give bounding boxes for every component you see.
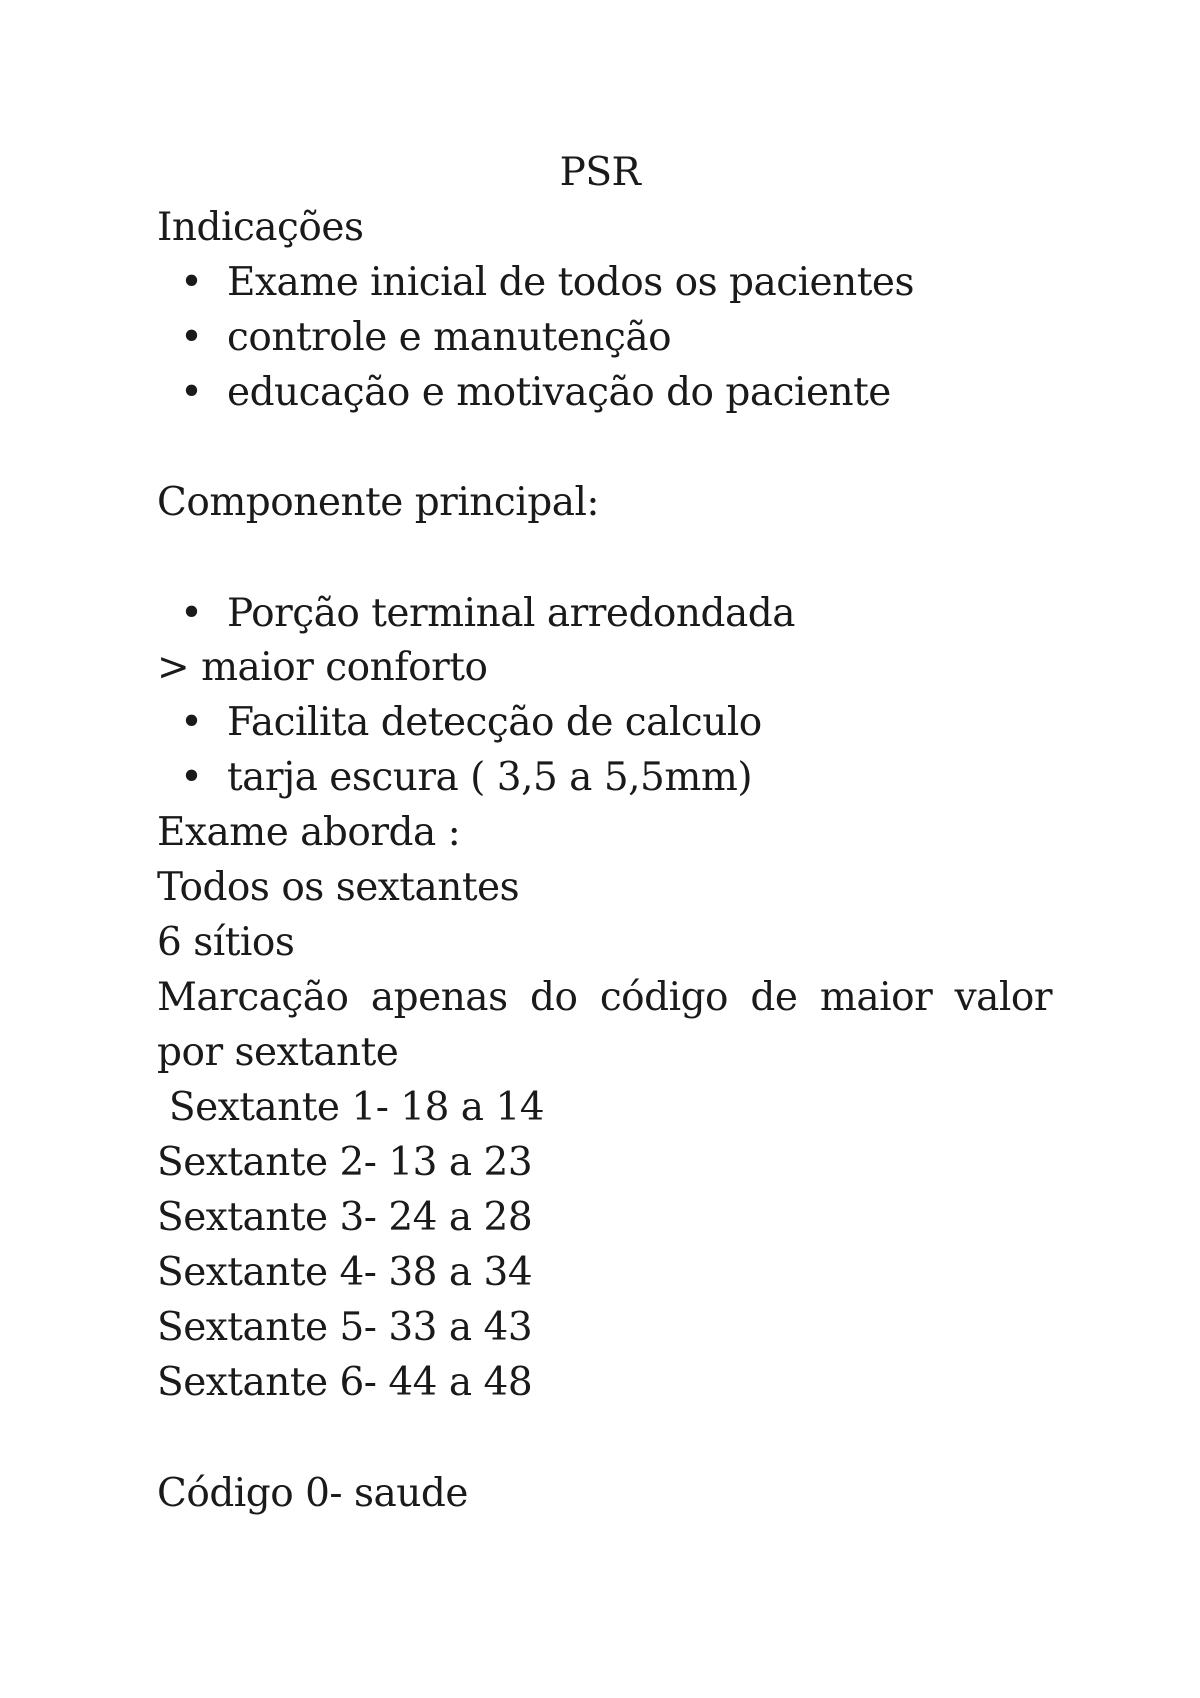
list-item-text: educação e motivação do paciente bbox=[227, 370, 891, 415]
exame-heading: Exame aborda : bbox=[157, 810, 461, 855]
sextante-line: Sextante 4- 38 a 34 bbox=[157, 1250, 533, 1295]
bullet-icon: • bbox=[180, 260, 203, 305]
sextante-line: Sextante 6- 44 a 48 bbox=[157, 1360, 533, 1405]
list-item-text: tarja escura ( 3,5 a 5,5mm) bbox=[227, 755, 753, 800]
marcacao-line: Marcação apenas do código de maior valor bbox=[157, 975, 1052, 1020]
sextante-line: Sextante 1- 18 a 14 bbox=[157, 1085, 545, 1130]
marcacao-line: por sextante bbox=[157, 1030, 399, 1075]
codigo-line: Código 0- saude bbox=[157, 1471, 468, 1516]
bullet-icon: • bbox=[180, 315, 203, 360]
sextante-line: Sextante 5- 33 a 43 bbox=[157, 1305, 533, 1350]
exame-line: Todos os sextantes bbox=[157, 865, 520, 910]
bullet-icon: • bbox=[180, 700, 203, 745]
list-item-text: controle e manutenção bbox=[227, 315, 672, 360]
list-item-text: Porção terminal arredondada bbox=[227, 591, 795, 636]
bullet-icon: • bbox=[180, 591, 203, 636]
componente-note: > maior conforto bbox=[157, 645, 488, 690]
bullet-icon: • bbox=[180, 370, 203, 415]
page-title: PSR bbox=[559, 150, 641, 195]
componente-heading: Componente principal: bbox=[157, 480, 600, 525]
sextante-line: Sextante 2- 13 a 23 bbox=[157, 1140, 533, 1185]
indicacoes-heading: Indicações bbox=[157, 205, 364, 250]
list-item-text: Facilita detecção de calculo bbox=[227, 700, 762, 745]
list-item-text: Exame inicial de todos os pacientes bbox=[227, 260, 915, 305]
bullet-icon: • bbox=[180, 755, 203, 800]
exame-line: 6 sítios bbox=[157, 920, 295, 965]
sextante-line: Sextante 3- 24 a 28 bbox=[157, 1195, 533, 1240]
